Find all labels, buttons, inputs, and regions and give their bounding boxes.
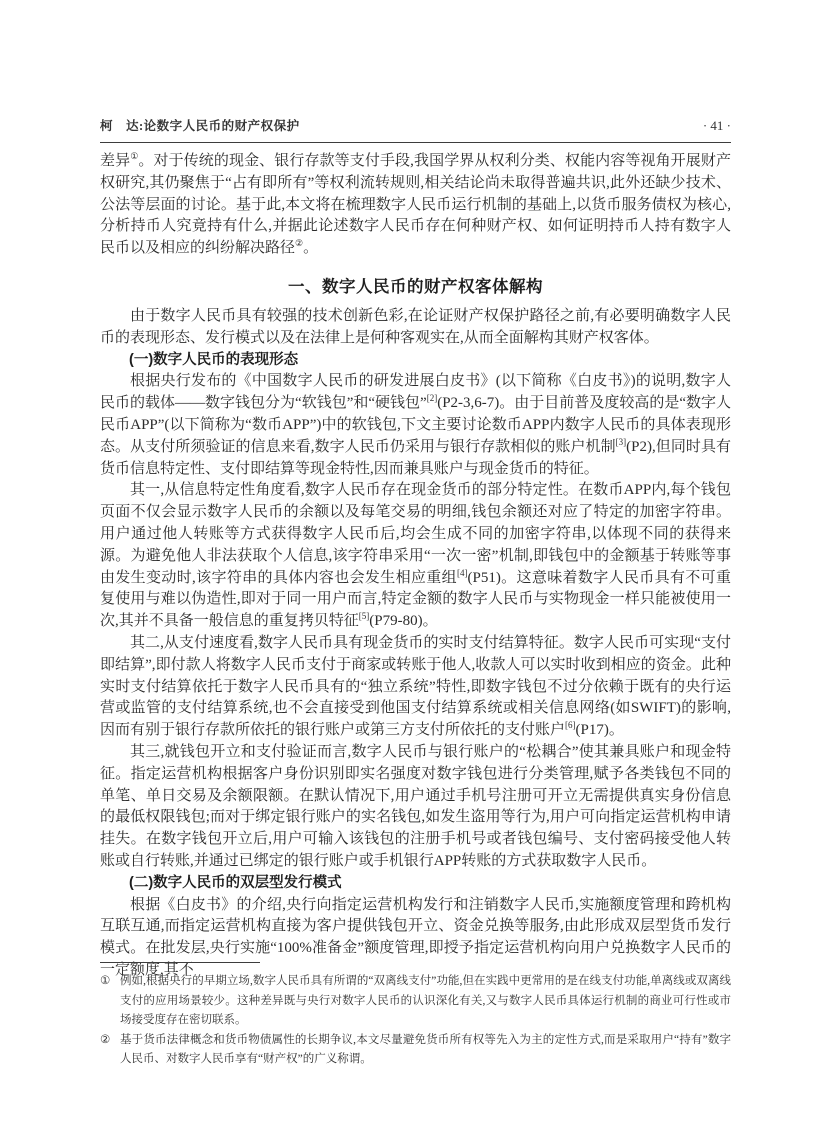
text-run: 根据央行发布的《中国数字人民币的研发进展白皮书》(以下简称《白皮书》)的说明,数字人民币的载体——数字钱包分为“软钱包”和“硬钱包” xyxy=(100,373,731,412)
subsection-heading-2: (二)数字人民币的双层型发行模式 xyxy=(129,874,342,891)
footnote-2 xyxy=(100,1031,731,1070)
text-run: (P17)。 xyxy=(575,722,624,739)
text-run: 由于数字人民币具有较强的技术创新色彩,在论证财产权保护路径之前,有必要明确数字人民币的表现形态、发行模式以及在法律上是何种客观实在,从而全面解构其财产权客体。 xyxy=(100,307,731,346)
paragraph-intro-continued xyxy=(100,151,731,260)
article-body xyxy=(100,151,731,982)
text-run: 。对于传统的现金、银行存款等支付手段,我国学界从权利分类、权能内容等视角开展财产权研究,其仍聚焦于“占有即所有”等权利流转规则,相关结论尚未取得普遍共识,此外还缺少技术、公法等层面的讨论。基于此,本文将在梳理数字人民币运行机制的基础上,以货币服务债权为核心,分析持币人究竟持有什么,并据此论述数字人民币存在何种财产权、如何证明持币人持有数字人民币以及相应的纠纷解决路径 xyxy=(100,153,731,257)
section-heading: 一、数字人民币的财产权客体解构 xyxy=(288,277,543,296)
paragraph-payment-speed xyxy=(100,633,731,742)
footnote-1-marker: ① xyxy=(100,975,111,987)
paragraph-info-specificity xyxy=(100,480,731,633)
footnote-2-text: 基于货币法律概念和货币物债属性的长期争议,本文尽量避免货币所有权等先入为主的定性方式,而是采取用户“持有”数字人民币、对数字人民币享有“财产权”的广义称谓。 xyxy=(120,1033,731,1065)
paragraph-wallet-forms xyxy=(100,371,731,480)
footnote-separator xyxy=(100,962,260,963)
text-run: 根据《白皮书》的介绍,央行向指定运营机构发行和注销数字人民币,实施额度管理和跨机构互联互通,而指定运营机构直接为客户提供钱包开立、资金兑换等服务,由此形成双层型货币发行模式。在批发层,央行实施“100%准备金”额度管理,即授予指定运营机构向用户兑换数字人民币的一定额度,其不 xyxy=(100,896,731,978)
citation-ref: [2] xyxy=(426,393,438,404)
citation-ref: [6] xyxy=(565,720,576,731)
subsection-heading-1: (一)数字人民币的表现形态 xyxy=(129,351,299,368)
footnotes-section xyxy=(100,962,731,1070)
running-header xyxy=(100,116,731,143)
citation-ref: [4] xyxy=(457,567,468,578)
paragraph-wallet-opening xyxy=(100,742,731,873)
footnote-1 xyxy=(100,972,731,1031)
text-run: (P2-3,6-7)。由于目前普及度较高的是“数字人民币APP”(以下简称为“数币APP”)中的软钱包,下文主要讨论数币APP内数字人民币的具体表现形态。从支付所须验证的信息来看,数字人民币仍采用与银行存款相似的账户机制 xyxy=(100,395,732,455)
text-run: 其一,从信息特定性角度看,数字人民币存在现金货币的部分特定性。在数币APP内,每个钱包页面不仅会显示数字人民币的余额以及每笔交易的明细,钱包余额还对应了特定的加密字符串。用户通过他人转账等方式获得数字人民币后,均会生成不同的加密字符串,以体现不同的获得来源。为避免他人非法获取个人信息,该字符串采用“一次一密”机制,即钱包中的金额基于转账等事由发生变动时,该字符串的具体内容也会发生相应重组 xyxy=(100,482,731,586)
text-run: 。 xyxy=(303,240,319,257)
text-run: (P51)。这意味着数字人民币具有不可重复使用与难以伪造性,即对于同一用户而言,特定金额的数字人民币与实物现金一样只能被使用一次,其并不具备一般信息的重复拷贝特征 xyxy=(100,569,731,630)
citation-ref: ① xyxy=(130,151,139,161)
citation-ref: [3] xyxy=(615,436,627,447)
text-run: (P79-80)。 xyxy=(369,613,438,630)
footnote-1-text: 例如,根据央行的早期立场,数字人民币具有所谓的“双离线支付”功能,但在实践中更常用的是在线支付功能,单离线或双离线支付的应用场景较少。这种差异既与央行对数字人民币的认识深化有关,又与数字人民币具体运行机制的商业可行性或市场接受度存在密切联系。 xyxy=(120,975,731,1026)
text-run: (P2),但同时具有货币信息特定性、支付即结算等现金特性,因而兼具账户与现金货币的特征。 xyxy=(100,438,731,477)
text-run: 差异 xyxy=(100,153,131,169)
page-content xyxy=(100,116,731,982)
citation-ref: ② xyxy=(295,238,304,249)
footnote-2-marker: ② xyxy=(100,1033,111,1046)
text-run: 其二,从支付速度看,数字人民币具有现金货币的实时支付结算特征。数字人民币可实现“支付即结算”,即付款人将数字人民币支付于商家或转账于他人,收款人可以实时收到相应的资金。此种实时支付结算依托于数字人民币具有的“独立系统”特性,即数字钱包不过分依赖于既有的央行运营或监管的支付结算系统,也不会直接受到他国支付结算系统或相关信息网络(如SWIFT)的影响,因而有别于银行存款所依托的银行账户或第三方支付所依托的支付账户 xyxy=(100,634,731,739)
text-run: 其三,就钱包开立和支付验证而言,数字人民币与银行账户的“松耦合”使其兼具账户和现金特征。指定运营机构根据客户身份识别即实名强度对数字钱包进行分类管理,赋予各类钱包不同的单笔、单日交易及余额限额。在默认情况下,用户通过手机号注册可开立无需提供真实身份信息的最低权限钱包;而对于绑定银行账户的实名钱包,如发生盗用等行为,用户可向指定运营机构申请挂失。在数字钱包开立后,用户可输入该钱包的注册手机号或者钱包编号、支付密码接受他人转账或自行转账,并通过已绑定的银行账户或手机银行APP转账的方式获取数字人民币。 xyxy=(100,743,731,869)
running-title: 柯 达:论数字人民币的财产权保护 xyxy=(100,119,300,133)
citation-ref: [5] xyxy=(358,611,370,622)
page-number: · 41 · xyxy=(702,118,731,133)
paragraph-overview xyxy=(100,306,731,350)
